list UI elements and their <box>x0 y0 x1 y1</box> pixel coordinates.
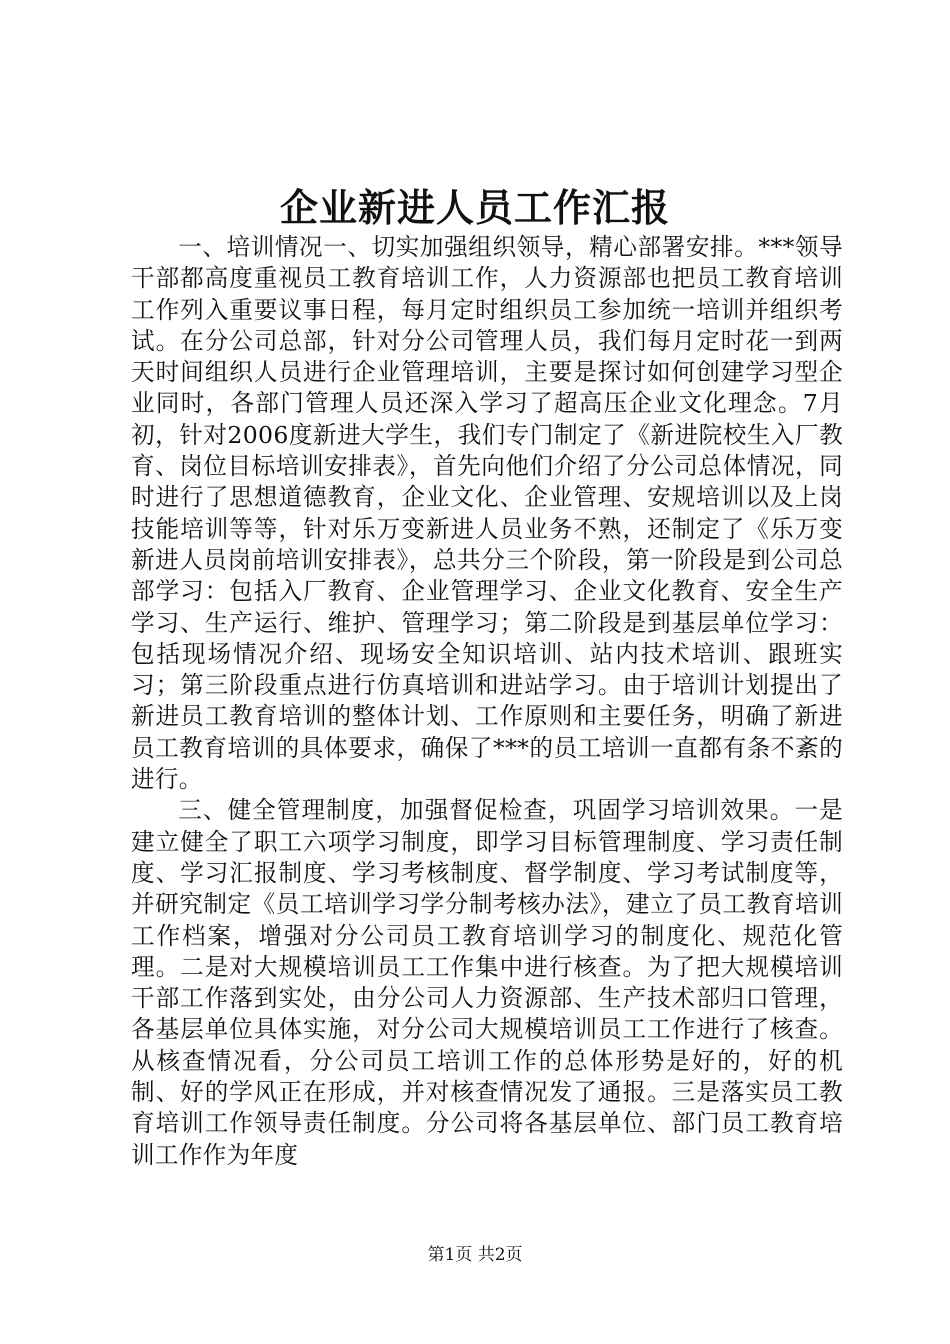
paragraph-management-system: 三、健全管理制度，加强督促检查，巩固学习培训效果。一是建立健全了职工六项学习制度，即学习目标管理制度、学习责任制度、学习汇报制度、学习考核制度、督学制度、学习考试制度等，并研究制定《员工培训学习学分制考核办法》，建立了员工教育培训工作档案，增强对分公司员工教育培训学习的制度化、规范化管理。二是对大规模培训员工工作集中进行核查。为了把大规模培训干部工作落到实处，由分公司人力资源部、生产技术部归口管理，各基层单位具体实施，对分公司大规模培训员工工作进行了核查。从核查情况看，分公司员工培训工作的总体形势是好的，好的机制、好的学风正在形成，并对核查情况发了通报。三是落实员工教育培训工作领导责任制度。分公司将各基层单位、部门员工教育培训工作作为年度 <box>131 796 843 1169</box>
document-title: 企业新进人员工作汇报 <box>279 185 670 230</box>
document-body <box>131 232 843 1171</box>
paragraph-training-overview: 一、培训情况一、切实加强组织领导，精心部署安排。***领导干部都高度重视员工教育培训工作，人力资源部也把员工教育培训工作列入重要议事日程，每月定时组织员工参加统一培训并组织考试。在分公司总部，针对分公司管理人员，我们每月定时花一到两天时间组织人员进行企业管理培训，主要是探讨如何创建学习型企业同时，各部门管理人员还深入学习了超高压企业文化理念。7月初，针对2006度新进大学生，我们专门制定了《新进院校生入厂教育、岗位目标培训安排表》，首先向他们介绍了分公司总体情况，同时进行了思想道德教育，企业文化、企业管理、安规培训以及上岗技能培训等等，针对乐万变新进人员业务不熟，还制定了《乐万变新进人员岗前培训安排表》，总共分三个阶段，第一阶段是到公司总部学习：包括入厂教育、企业管理学习、企业文化教育、安全生产学习、生产运行、维护、管理学习；第二阶段是到基层单位学习：包括现场情况介绍、现场安全知识培训、站内技术培训、跟班实习；第三阶段重点进行仿真培训和进站学习。由于培训计划提出了新进员工教育培训的整体计划、工作原则和主要任务，明确了新进员工教育培训的具体要求，确保了***的员工培训一直都有条不紊的进行。 <box>131 233 843 794</box>
page-number-indicator: 第1页 共2页 <box>427 1245 523 1265</box>
page-footer <box>0 1243 950 1267</box>
